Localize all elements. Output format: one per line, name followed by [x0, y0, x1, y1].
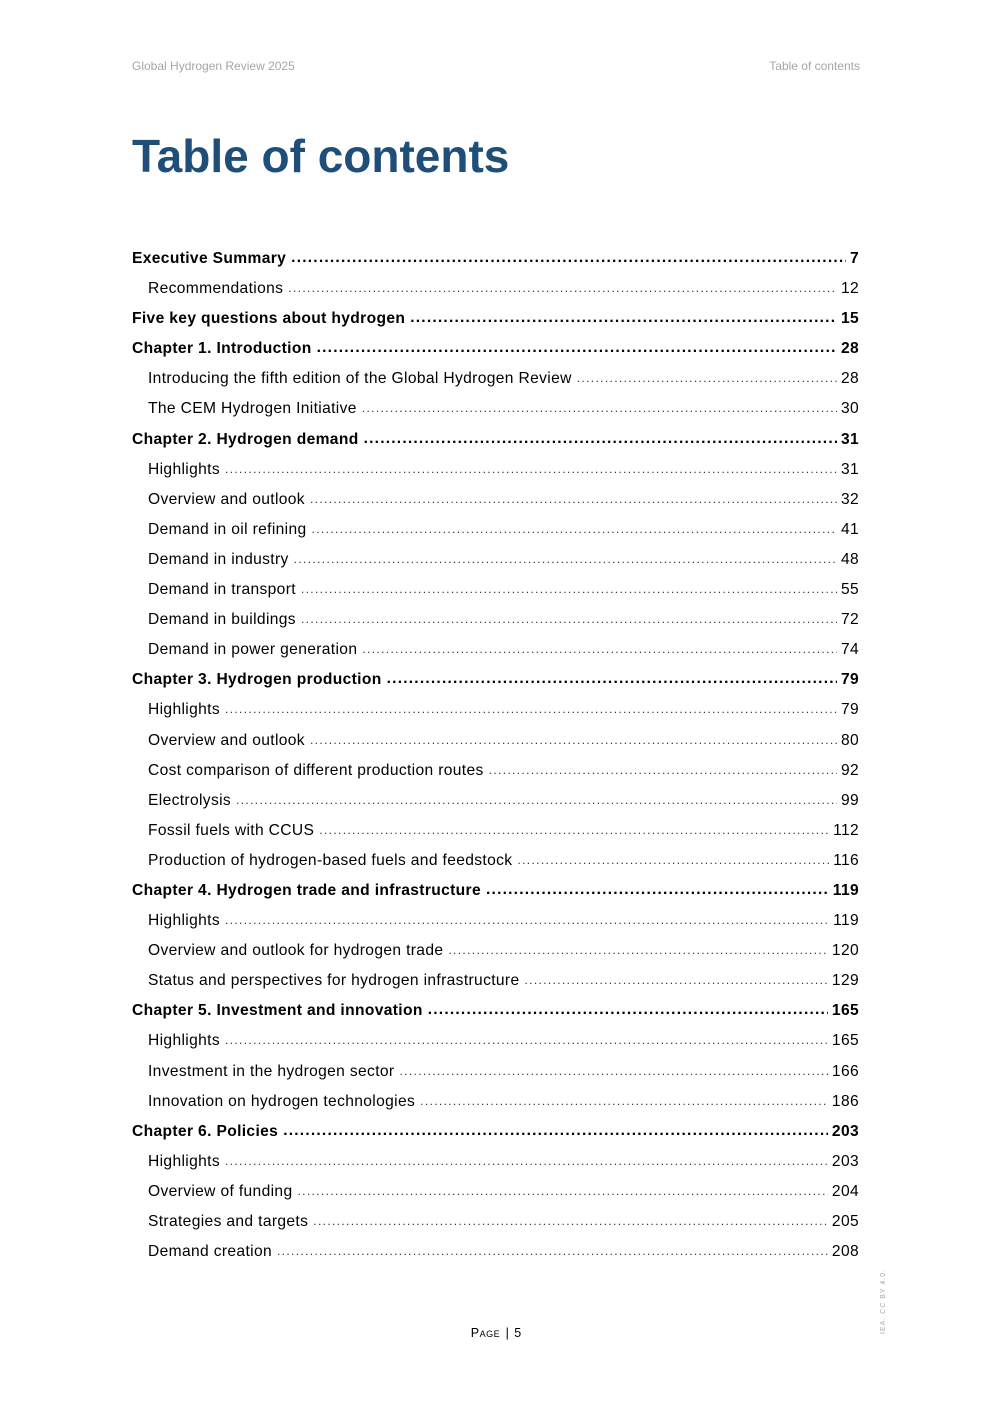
toc-dot-leader	[448, 941, 828, 959]
toc-section-entry[interactable]	[132, 370, 859, 400]
toc-entry-page: 55	[840, 581, 859, 599]
toc-section-entry[interactable]	[132, 400, 859, 430]
toc-entry-page: 92	[840, 761, 859, 779]
toc-entry-label: Cost comparison of different production routes	[148, 761, 484, 779]
toc-entry-label: Demand in oil refining	[148, 520, 307, 538]
toc-entry-page: 205	[831, 1213, 859, 1230]
toc-dot-leader	[225, 911, 829, 929]
toc-entry-page: 166	[831, 1062, 859, 1080]
toc-dot-leader	[362, 640, 837, 658]
toc-entry-label: Executive Summary	[132, 250, 287, 267]
page-footer	[0, 1326, 992, 1340]
toc-entry-label: Chapter 1. Introduction	[132, 340, 312, 358]
toc-entry-label: Chapter 6. Policies	[132, 1122, 279, 1140]
toc-dot-leader	[312, 520, 837, 538]
toc-section-entry[interactable]	[132, 942, 859, 972]
toc-dot-leader	[310, 731, 837, 749]
toc-entry-label: Overview of funding	[148, 1182, 293, 1200]
toc-entry-page: 41	[840, 520, 859, 538]
toc-chapter-entry[interactable]	[132, 310, 859, 340]
toc-entry-label: Highlights	[148, 912, 220, 930]
toc-entry-label: Chapter 4. Hydrogen trade and infrastructure	[132, 881, 481, 899]
toc-entry-page: 32	[840, 490, 859, 508]
toc-entry-page: 129	[831, 972, 859, 990]
toc-dot-leader	[236, 791, 837, 809]
toc-entry-page: 30	[840, 400, 859, 418]
toc-dot-leader	[410, 309, 837, 327]
toc-entry-page: 15	[840, 310, 859, 328]
toc-dot-leader	[420, 1092, 828, 1110]
toc-entry-page: 74	[840, 641, 859, 659]
toc-section-entry[interactable]	[132, 461, 859, 491]
toc-entry-label: Innovation on hydrogen technologies	[148, 1092, 416, 1110]
toc-dot-leader	[225, 460, 837, 478]
toc-dot-leader	[225, 1031, 828, 1049]
toc-chapter-entry[interactable]	[132, 431, 859, 461]
toc-section-entry[interactable]	[132, 1032, 859, 1062]
toc-entry-page: 99	[840, 791, 859, 809]
toc-dot-leader	[277, 1242, 828, 1260]
toc-dot-leader	[387, 670, 837, 688]
toc-section-entry[interactable]	[132, 581, 859, 611]
toc-entry-label: Highlights	[148, 1152, 220, 1170]
toc-dot-leader	[525, 971, 828, 989]
toc-entry-page: 119	[832, 881, 859, 899]
toc-entry-label: Overview and outlook	[148, 490, 305, 508]
toc-section-entry[interactable]	[132, 521, 859, 551]
page-title: Table of contents	[132, 130, 510, 182]
toc-chapter-entry[interactable]	[132, 250, 859, 280]
toc-dot-leader	[319, 821, 829, 839]
toc-chapter-entry[interactable]	[132, 671, 859, 701]
toc-section-entry[interactable]	[132, 972, 859, 1002]
toc-dot-leader	[577, 369, 837, 387]
page-number: 5	[514, 1326, 522, 1340]
toc-dot-leader	[399, 1062, 827, 1080]
toc-entry-label: Highlights	[148, 1032, 220, 1050]
toc-entry-label: Chapter 5. Investment and innovation	[132, 1002, 423, 1020]
toc-chapter-entry[interactable]	[132, 882, 859, 912]
toc-dot-leader	[428, 1001, 828, 1019]
toc-dot-leader	[294, 550, 837, 568]
toc-entry-page: 203	[831, 1152, 859, 1170]
toc-entry-label: Recommendations	[148, 280, 284, 298]
toc-dot-leader	[486, 881, 829, 899]
toc-chapter-entry[interactable]	[132, 1002, 859, 1032]
toc-dot-leader	[489, 761, 837, 779]
toc-section-entry[interactable]	[132, 701, 859, 731]
toc-dot-leader	[301, 580, 837, 598]
toc-entry-label: Overview and outlook	[148, 731, 305, 749]
toc-entry-page: 28	[840, 370, 859, 388]
toc-entry-label: Investment in the hydrogen sector	[148, 1062, 395, 1080]
toc-entry-page: 204	[831, 1182, 859, 1200]
toc-entry-label: Highlights	[148, 460, 220, 478]
toc-entry-page: 80	[840, 731, 859, 749]
toc-entry-page: 112	[833, 821, 859, 839]
toc-section-entry[interactable]	[132, 491, 859, 521]
toc-chapter-entry[interactable]	[132, 340, 859, 370]
toc-section-entry[interactable]	[132, 912, 859, 942]
toc-entry-page: 7	[849, 250, 859, 267]
toc-entry-page: 165	[831, 1032, 859, 1050]
toc-entry-label: Introducing the fifth edition of the Global Hydrogen Review	[148, 370, 572, 388]
toc-section-entry[interactable]	[132, 792, 859, 822]
toc-section-entry[interactable]	[132, 1153, 859, 1183]
toc-entry-label: Demand in buildings	[148, 611, 296, 629]
toc-entry-page: 12	[840, 280, 859, 298]
toc-entry-label: Five key questions about hydrogen	[132, 310, 406, 328]
toc-entry-page: 31	[840, 430, 859, 448]
toc-dot-leader	[283, 1122, 828, 1140]
table-of-contents	[132, 250, 859, 1273]
toc-section-entry[interactable]	[132, 611, 859, 641]
toc-entry-page: 119	[833, 912, 859, 930]
toc-dot-leader	[364, 430, 837, 448]
toc-section-entry[interactable]	[132, 1243, 859, 1273]
toc-dot-leader	[225, 700, 837, 718]
toc-dot-leader	[362, 399, 837, 417]
toc-section-entry[interactable]	[132, 732, 859, 762]
report-title-header: Global Hydrogen Review 2025	[132, 59, 295, 73]
toc-entry-page: 203	[831, 1122, 859, 1140]
toc-entry-label: Overview and outlook for hydrogen trade	[148, 942, 444, 960]
toc-entry-page: 208	[831, 1243, 859, 1261]
toc-section-entry[interactable]	[132, 762, 859, 792]
toc-entry-label: The CEM Hydrogen Initiative	[148, 400, 357, 418]
toc-section-entry[interactable]	[132, 1063, 859, 1093]
toc-dot-leader	[297, 1182, 827, 1200]
page-separator: |	[505, 1326, 509, 1340]
license-mark: IEA. CC BY 4.0.	[880, 1268, 887, 1334]
toc-dot-leader	[225, 1152, 828, 1170]
toc-entry-page: 31	[840, 460, 859, 478]
toc-dot-leader	[317, 339, 837, 357]
toc-entry-page: 28	[840, 340, 859, 358]
toc-entry-label: Demand in industry	[148, 550, 289, 568]
toc-entry-page: 186	[831, 1092, 859, 1110]
toc-dot-leader	[291, 249, 846, 267]
section-title-header: Table of contents	[769, 59, 860, 73]
toc-entry-label: Demand in power generation	[148, 641, 358, 659]
toc-section-entry[interactable]	[132, 822, 859, 852]
toc-entry-page: 79	[840, 671, 859, 689]
toc-section-entry[interactable]	[132, 1213, 859, 1243]
toc-entry-label: Demand creation	[148, 1243, 272, 1261]
toc-section-entry[interactable]	[132, 641, 859, 671]
toc-entry-page: 48	[840, 550, 859, 568]
toc-entry-label: Highlights	[148, 701, 220, 719]
toc-chapter-entry[interactable]	[132, 1123, 859, 1153]
toc-entry-page: 116	[833, 851, 859, 869]
toc-entry-page: 72	[840, 611, 859, 629]
toc-entry-label: Production of hydrogen-based fuels and feedstock	[148, 851, 513, 869]
toc-dot-leader	[313, 1212, 828, 1230]
toc-dot-leader	[288, 279, 837, 297]
running-header	[132, 59, 860, 75]
toc-entry-label: Fossil fuels with CCUS	[148, 821, 315, 839]
toc-section-entry[interactable]	[132, 852, 859, 882]
toc-entry-page: 165	[831, 1002, 859, 1020]
toc-section-entry[interactable]	[132, 280, 859, 310]
toc-entry-label: Chapter 3. Hydrogen production	[132, 671, 382, 689]
toc-dot-leader	[301, 610, 837, 628]
toc-entry-label: Chapter 2. Hydrogen demand	[132, 430, 359, 448]
toc-dot-leader	[310, 490, 837, 508]
toc-entry-label: Strategies and targets	[148, 1213, 309, 1230]
toc-entry-label: Electrolysis	[148, 791, 232, 809]
page-label: Page	[470, 1326, 501, 1340]
toc-entry-label: Status and perspectives for hydrogen infrastructure	[148, 972, 520, 990]
toc-section-entry[interactable]	[132, 551, 859, 581]
toc-entry-label: Demand in transport	[148, 581, 296, 599]
toc-entry-page: 79	[840, 701, 859, 719]
toc-dot-leader	[517, 851, 829, 869]
toc-section-entry[interactable]	[132, 1183, 859, 1213]
toc-entry-page: 120	[831, 942, 859, 960]
toc-section-entry[interactable]	[132, 1093, 859, 1123]
